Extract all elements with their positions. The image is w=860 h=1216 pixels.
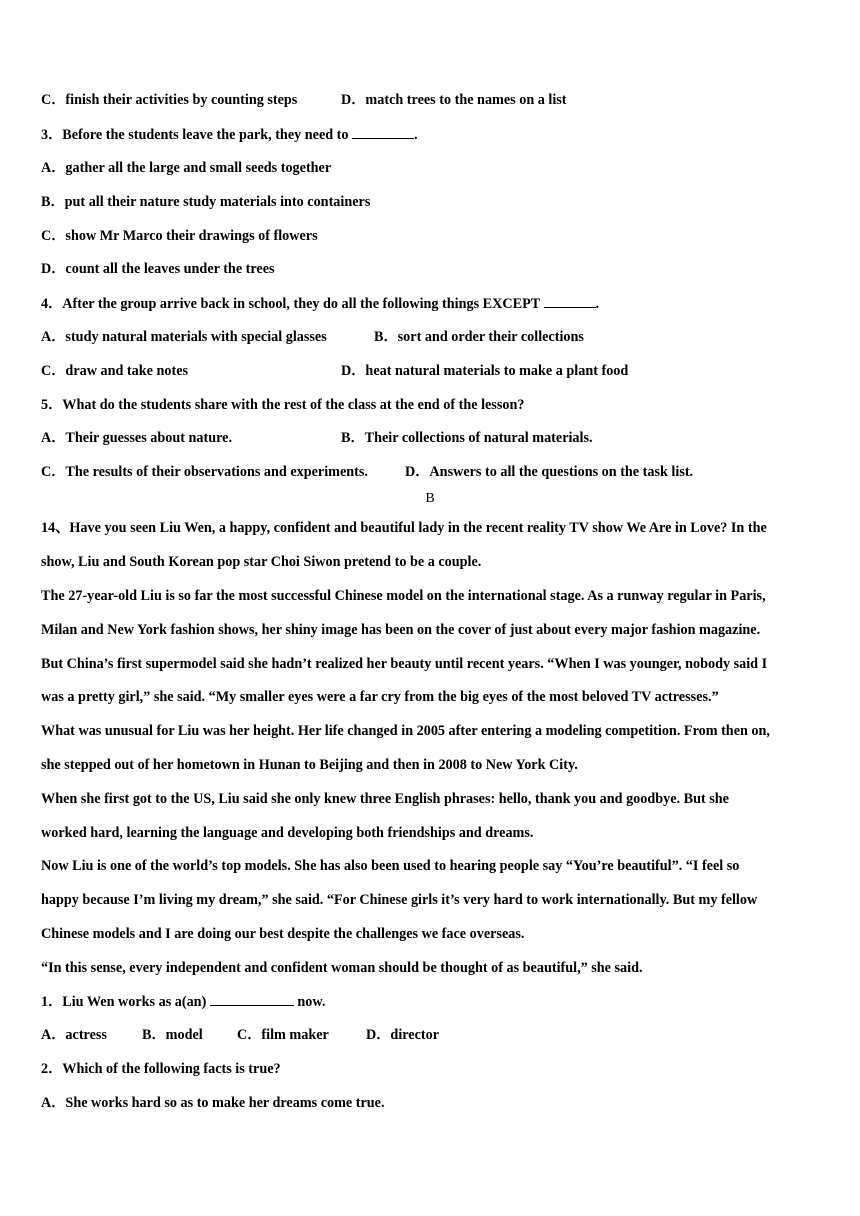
- question-4-option-d: D．heat natural materials to make a plant food: [341, 363, 629, 379]
- question-4: [41, 294, 599, 313]
- passage-line: she stepped out of her hometown in Hunan to Beijing and then in 2008 to New York City.: [41, 757, 578, 773]
- passage-line: What was unusual for Liu was her height. Her life changed in 2005 after entering a modeling competition. From then on,: [41, 723, 770, 739]
- section-label: B: [425, 491, 435, 506]
- question-5-stem: 5．What do the students share with the rest of the class at the end of the lesson?: [41, 397, 525, 413]
- prev-option-d: D．match trees to the names on a list: [341, 92, 567, 108]
- question-3-end: .: [414, 127, 418, 143]
- passage-question-1-end: now.: [293, 994, 326, 1010]
- question-4-option-c: C．draw and take notes: [41, 363, 189, 379]
- question-5-option-a: A．Their guesses about nature.: [41, 430, 233, 446]
- passage-line: show, Liu and South Korean pop star Choi Siwon pretend to be a couple.: [41, 554, 482, 570]
- question-4-stem: 4．After the group arrive back in school, they do all the following things EXCEPT: [41, 296, 544, 312]
- passage-line: “In this sense, every independent and confident woman should be thought of as beautiful,” she said.: [41, 960, 643, 976]
- question-5-option-d: D．Answers to all the questions on the task list.: [405, 464, 694, 480]
- question-3: [41, 125, 418, 144]
- question-4-option-b: B．sort and order their collections: [374, 329, 584, 345]
- passage-line: The 27-year-old Liu is so far the most successful Chinese model on the international stage. As a runway regular in Paris,: [41, 588, 766, 604]
- question-5-option-b: B．Their collections of natural materials.: [341, 430, 593, 446]
- question-4-option-a: A．study natural materials with special glasses: [41, 329, 327, 345]
- passage-question-1-stem: 1．Liu Wen works as a(an): [41, 994, 210, 1010]
- question-5-option-c: C．The results of their observations and experiments.: [41, 464, 368, 480]
- passage-line: Chinese models and I are doing our best despite the challenges we face overseas.: [41, 926, 525, 942]
- question-3-option-d: D．count all the leaves under the trees: [41, 261, 275, 277]
- question-3-option-b: B．put all their nature study materials into containers: [41, 194, 371, 210]
- passage-question-2-option-a: A．She works hard so as to make her dreams come true.: [41, 1095, 385, 1111]
- passage-question-1-option-b: B．model: [142, 1027, 203, 1043]
- passage-line: But China’s first supermodel said she hadn’t realized her beauty until recent years. “When I was younger, nobody said I: [41, 656, 768, 672]
- answer-blank: [210, 992, 294, 1006]
- question-3-option-a: A．gather all the large and small seeds together: [41, 160, 332, 176]
- passage-line: 14、Have you seen Liu Wen, a happy, confident and beautiful lady in the recent reality TV show We Are in Love? In the: [41, 520, 767, 536]
- passage-line: When she first got to the US, Liu said she only knew three English phrases: hello, thank you and goodbye. But she: [41, 791, 729, 807]
- answer-blank: [544, 294, 596, 308]
- passage-question-1-option-c: C．film maker: [237, 1027, 329, 1043]
- passage-question-1: [41, 992, 325, 1011]
- passage-line: Milan and New York fashion shows, her shiny image has been on the cover of just about every major fashion magazine.: [41, 622, 761, 638]
- passage-line: was a pretty girl,” she said. “My smaller eyes were a far cry from the big eyes of the most beloved TV actresses.”: [41, 689, 719, 705]
- question-3-option-c: C．show Mr Marco their drawings of flowers: [41, 228, 318, 244]
- passage-line: Now Liu is one of the world’s top models. She has also been used to hearing people say “You’re beautiful”. “I feel so: [41, 858, 740, 874]
- passage-question-2-stem: 2．Which of the following facts is true?: [41, 1061, 281, 1077]
- passage-line: happy because I’m living my dream,” she said. “For Chinese girls it’s very hard to work internationally. But my fellow: [41, 892, 758, 908]
- question-4-end: .: [595, 296, 600, 312]
- passage-question-1-option-a: A．actress: [41, 1027, 107, 1043]
- passage-line: worked hard, learning the language and developing both friendships and dreams.: [41, 825, 534, 841]
- prev-option-c: C．finish their activities by counting steps: [41, 92, 298, 108]
- question-3-stem: 3．Before the students leave the park, they need to: [41, 127, 353, 143]
- passage-question-1-option-d: D．director: [366, 1027, 440, 1043]
- answer-blank: [352, 125, 414, 139]
